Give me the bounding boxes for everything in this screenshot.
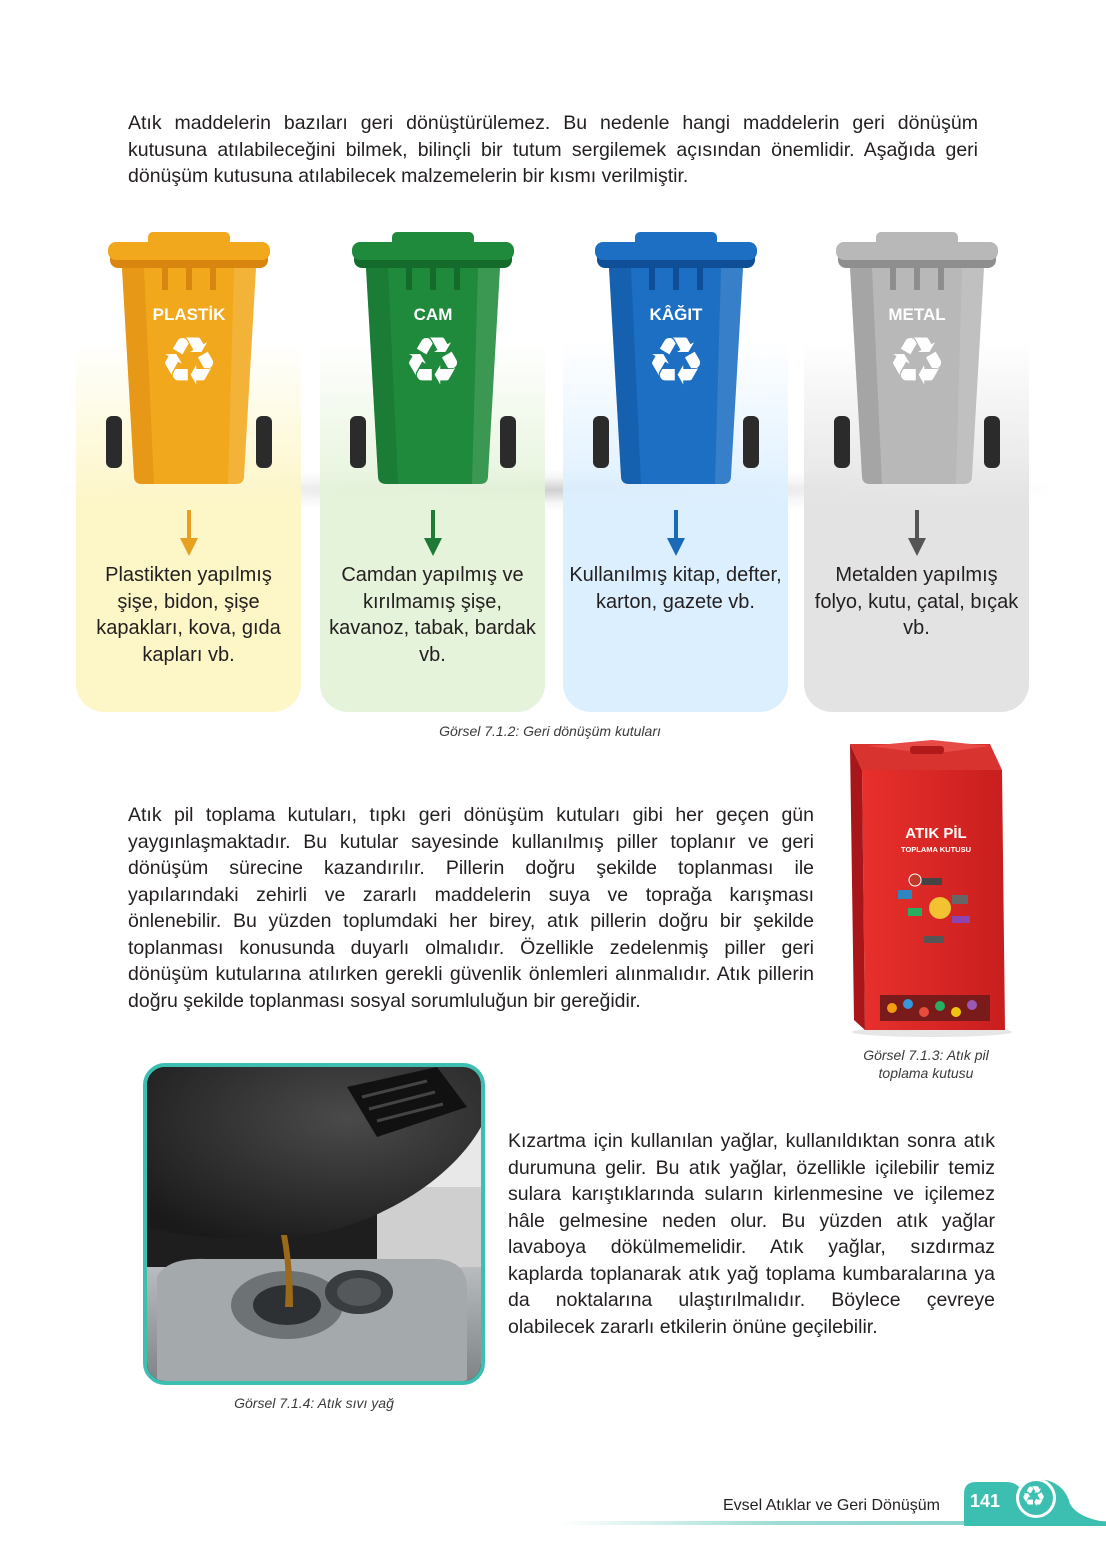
svg-text:♻: ♻ [646, 323, 706, 400]
caption-oil: Görsel 7.1.4: Atık sıvı yağ [234, 1395, 394, 1411]
svg-text:♻: ♻ [887, 323, 947, 400]
svg-text:METAL: METAL [888, 305, 946, 324]
battery-collection-box-image [840, 730, 1020, 1038]
bin-description: Metalden yapılmış folyo, kutu, çatal, bıçak vb. [814, 564, 1019, 639]
down-arrow-icon [423, 510, 443, 561]
battery-box-title: ATIK PİL [905, 825, 967, 842]
bin-description: Camdan yapılmış ve kırılmamış şişe, kavanoz, tabak, bardak vb. [329, 564, 536, 666]
footer-title: Evsel Atıklar ve Geri Dönüşüm [723, 1497, 940, 1514]
page-number: 141 [970, 1491, 1001, 1511]
svg-text:♻: ♻ [403, 323, 463, 400]
bin-card [320, 305, 545, 712]
intro-paragraph: Atık maddelerin bazıları geri dönüştürülemez. Bu nedenle hangi maddelerin geri dönüşüm kutusuna atılabileceğini bilmek, bilinçli bir tutum sergilemek açısından önemlidir. Aşağıda geri dönüşüm kutusuna atılabilecek malzemelerin bir kısmı verilmiştir. [128, 112, 978, 187]
svg-text:♻: ♻ [159, 323, 219, 400]
waste-oil-photo [143, 1063, 485, 1385]
down-arrow-icon [907, 510, 927, 561]
svg-text:PLASTİK: PLASTİK [152, 305, 226, 324]
bin-description: Kullanılmış kitap, defter, karton, gazete vb. [569, 564, 782, 613]
bin-card [76, 305, 301, 712]
bin-card [563, 305, 788, 712]
bin-description: Plastikten yapılmış şişe, bidon, şişe kapakları, kova, gıda kapları vb. [96, 564, 281, 666]
caption-battery: Görsel 7.1.3: Atık pil toplama kutusu [863, 1047, 989, 1081]
down-arrow-icon [666, 510, 686, 561]
bin-card [804, 305, 1029, 712]
battery-box-subtitle: TOPLAMA KUTUSU [901, 845, 971, 854]
down-arrow-icon [179, 510, 199, 561]
oil-paragraph: Kızartma için kullanılan yağlar, kullanıldıktan sonra atık durumuna gelir. Bu atık yağlar, özellikle içilebilir temiz sulara karıştıklarında suların kirlenmesine ve içilemez hâle gelmesine neden olur. Bu yüzden atık yağlar lavaboya dökülmemelidir. Atık yağlar, sızdırmaz kaplarda toplanarak atık yağ toplama kumbaralarına ya da noktalarına ulaştırılmalıdır. Böylece çevreye olabilecek zararlı etkilerin önüne geçilebilir. [508, 1130, 995, 1338]
recycling-bin-image [348, 228, 518, 501]
battery-paragraph: Atık pil toplama kutuları, tıpkı geri dönüşüm kutuları gibi her geçen gün yaygınlaşmaktadır. Bu kutular sayesinde kullanılmış piller toplanır ve geri dönüşüm sürecine kazandırılır. Pillerin doğru şekilde toplanması ile yapılarındaki zehirli ve zararlı maddelerin suya ve toprağa karışması önlenebilir. Bu yüzden toplumdaki her birey, atık pillerin doğru bir şekilde toplanması konusunda duyarlı olmalıdır. Özellikle zedelenmiş piller geri dönüşüm kutularına atılırken gerekli güvenlik önlemleri alınmalıdır. Atık pillerin doğru şekilde toplanması sosyal sorumluluğun bir gereğidir. [128, 804, 814, 1012]
svg-text:CAM: CAM [413, 305, 453, 324]
recycling-bin-image [832, 228, 1002, 501]
recycling-bin-image [104, 228, 274, 501]
svg-text:KÂĞIT: KÂĞIT [649, 305, 703, 324]
recycling-bin-image [591, 228, 761, 501]
caption-bins: Görsel 7.1.2: Geri dönüşüm kutuları [439, 723, 661, 739]
recycle-icon: ♻ [1021, 1481, 1047, 1512]
